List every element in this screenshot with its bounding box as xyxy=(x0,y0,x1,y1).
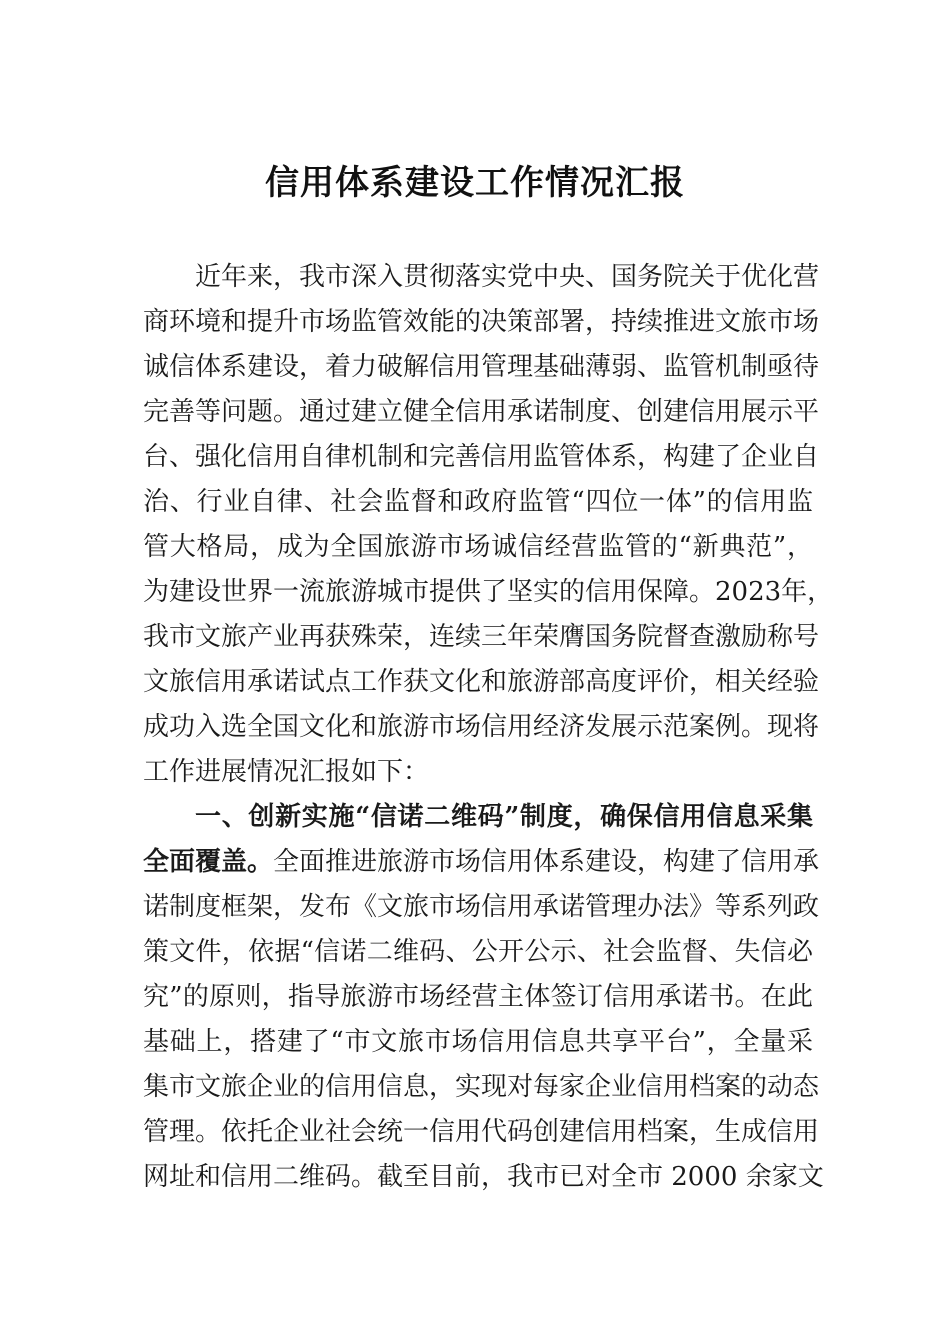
document-title: 信用体系建设工作情况汇报 xyxy=(265,163,685,203)
paragraph-line: 网址和信用二维码。截至目前，我市已对全市 2000 余家文 xyxy=(143,1162,824,1192)
paragraph-text: 全面推进旅游市场信用体系建设，构建了信用承 xyxy=(273,847,820,877)
section-heading: 一、创新实施“信诺二维码”制度，确保信用信息采集 xyxy=(195,802,813,832)
paragraph-line: 基础上，搭建了“市文旅市场信用信息共享平台”，全量采 xyxy=(143,1027,813,1057)
paragraph-line: 文旅信用承诺试点工作获文化和旅游部高度评价，相关经验 xyxy=(143,667,820,697)
paragraph-line: 集市文旅企业的信用信息，实现对每家企业信用档案的动态 xyxy=(143,1072,820,1102)
section-heading-end: 全面覆盖。 xyxy=(143,847,274,877)
paragraph-line: 策文件，依据“信诺二维码、公开公示、社会监督、失信必 xyxy=(143,937,813,967)
paragraph-line: 诺制度框架，发布《文旅市场信用承诺管理办法》等系列政 xyxy=(143,892,820,922)
paragraph-line: 为建设世界一流旅游城市提供了坚实的信用保障。2023年， xyxy=(143,577,834,607)
paragraph-line: 工作进展情况汇报如下： xyxy=(143,757,430,787)
section-heading-continuation xyxy=(143,840,820,885)
paragraph-line: 近年来，我市深入贯彻落实党中央、国务院关于优化营 xyxy=(195,262,820,292)
paragraph-line: 台、强化信用自律机制和完善信用监管体系，构建了企业自 xyxy=(143,442,820,472)
paragraph-line: 诚信体系建设，着力破解信用管理基础薄弱、监管机制亟待 xyxy=(143,352,820,382)
paragraph-line: 完善等问题。通过建立健全信用承诺制度、创建信用展示平 xyxy=(143,397,820,427)
document-body xyxy=(143,255,834,1200)
paragraph-line: 我市文旅产业再获殊荣，连续三年荣膺国务院督查激励称号 xyxy=(143,622,820,652)
paragraph-line: 商环境和提升市场监管效能的决策部署，持续推进文旅市场 xyxy=(143,307,820,337)
paragraph-line: 治、行业自律、社会监督和政府监管“四位一体”的信用监 xyxy=(143,487,813,517)
paragraph-line: 管大格局，成为全国旅游市场诚信经营监管的“新典范”， xyxy=(143,532,813,562)
paragraph-line: 成功入选全国文化和旅游市场信用经济发展示范案例。现将 xyxy=(143,712,820,742)
paragraph-line: 究”的原则，指导旅游市场经营主体签订信用承诺书。在此 xyxy=(143,982,813,1012)
paragraph-line: 管理。依托企业社会统一信用代码创建信用档案，生成信用 xyxy=(143,1117,820,1147)
